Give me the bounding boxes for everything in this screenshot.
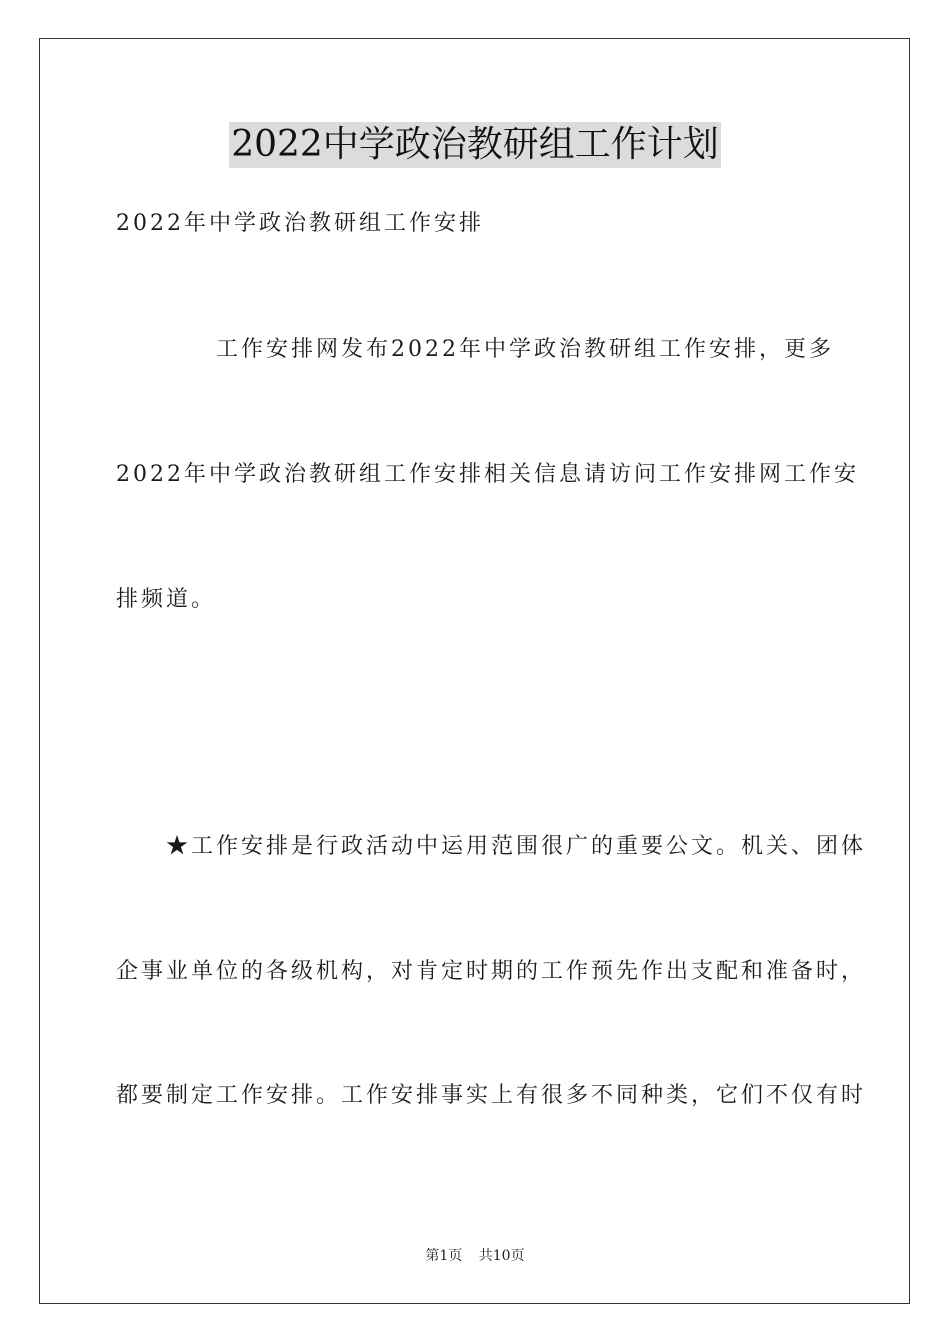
title-container [0,122,950,168]
paragraph1-line3: 排频道。 [116,587,217,612]
page-number: 第1页 [425,1248,463,1264]
paragraph1-line2: 2022年中学政治教研组工作安排相关信息请访问工作安排网工作安 [116,462,859,487]
document-title: 2022中学政治教研组工作计划 [229,122,721,168]
page-total: 共10页 [478,1248,525,1264]
paragraph1-line1: 工作安排网发布2022年中学政治教研组工作安排，更多 [116,337,834,362]
paragraph2-line1: ★工作安排是行政活动中运用范围很广的重要公文。机关、团体 [116,834,867,859]
paragraph2-line3: 都要制定工作安排。工作安排事实上有很多不同种类，它们不仅有时 [116,1083,867,1108]
document-subtitle: 2022年中学政治教研组工作安排 [116,211,484,236]
page-footer [0,1247,950,1265]
paragraph2-line2: 企事业单位的各级机构，对肯定时期的工作预先作出支配和准备时， [116,959,867,984]
